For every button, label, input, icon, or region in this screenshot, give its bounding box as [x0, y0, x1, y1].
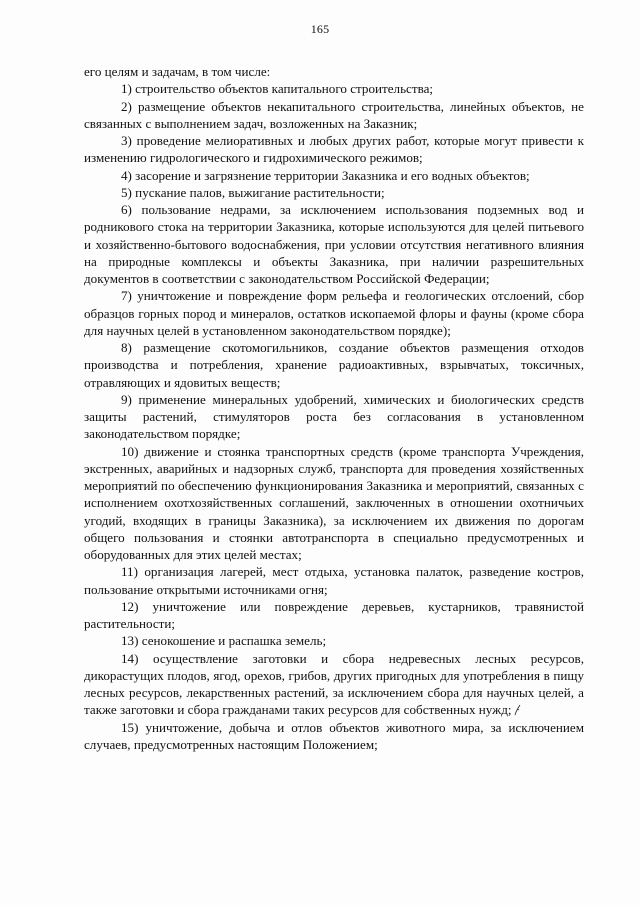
list-item-10: 10) движение и стоянка транспортных средств (кроме транспорта Учреждения, экстренных, аварийных и надзорных служб, транспорта для проведения хозяйственных мероприятий по обеспечению функционирования Заказника и мероприятий, связанных с исполнением охотхозяйственных соглашений, заключенных в отношении охотничьих угодий, входящих в границы Заказника), за исключением их движения по дорогам общего пользования и стоянки автотранспорта в специально предусмотренных и оборудованных для этих целей местах;	[84, 443, 584, 562]
list-item-7: 7) уничтожение и повреждение форм рельефа и геологических отслоений, сбор образцов горных пород и минералов, остатков ископаемой флоры и фауны (кроме сбора для научных целей в установленном законодательством порядке);	[84, 288, 584, 338]
list-item-14-text: 14) осуществление заготовки и сбора недревесных лесных ресурсов, дикорастущих плодов, ягод, орехов, грибов, других пригодных для употребления в пищу лесных ресурсов, лекарственных растений, за исключением сбора для научных целей, а также заготовки и сбора гражданами таких ресурсов для собственных нужд;	[84, 650, 584, 718]
list-item-15: 15) уничтожение, добыча и отлов объектов животного мира, за исключением случаев, предусмотренных настоящим Положением;	[84, 719, 584, 752]
list-item-11: 11) организация лагерей, мест отдыха, установка палаток, разведение костров, пользование открытыми источниками огня;	[84, 564, 584, 597]
list-item-6: 6) пользование недрами, за исключением использования подземных вод и родникового стока на территории Заказника, которые используются для целей питьевого и хозяйственно-бытового водоснабжения, при условии отсутствия негативного влияния на природные комплексы и объекты Заказника, при наличии разрешительных документов в соответствии с законодательством Российской Федерации;	[84, 202, 584, 286]
document-body	[84, 63, 584, 753]
list-item-1: 1) строительство объектов капитального строительства;	[121, 81, 434, 97]
page-number: 165	[310, 22, 330, 36]
list-item-2: 2) размещение объектов некапитального строительства, линейных объектов, не связанных с выполнением задач, возложенных на Заказник;	[84, 98, 584, 131]
handwritten-mark-icon	[513, 703, 522, 717]
intro-paragraph: его целям и задачам, в том числе:	[84, 64, 271, 79]
list-item-9: 9) применение минеральных удобрений, химических и биологических средств защиты растений, стимуляторов роста без согласования в установленном законодательством порядке;	[84, 391, 584, 442]
list-item-14	[84, 650, 584, 719]
list-item-13: 13) сенокошение и распашка земель;	[121, 633, 327, 649]
list-item-12: 12) уничтожение или повреждение деревьев, кустарников, травянистой растительности;	[84, 598, 584, 631]
list-item-3: 3) проведение мелиоративных и любых других работ, которые могут привести к изменению гидрологического и гидрохимического режимов;	[84, 133, 584, 166]
list-item-8: 8) размещение скотомогильников, создание объектов размещения отходов производства и потребления, хранение радиоактивных, взрывчатых, токсичных, отравляющих и ядовитых веществ;	[84, 340, 584, 390]
list-item-4: 4) засорение и загрязнение территории Заказника и его водных объектов;	[121, 167, 530, 183]
list-item-5: 5) пускание палов, выжигание растительности;	[121, 184, 385, 200]
